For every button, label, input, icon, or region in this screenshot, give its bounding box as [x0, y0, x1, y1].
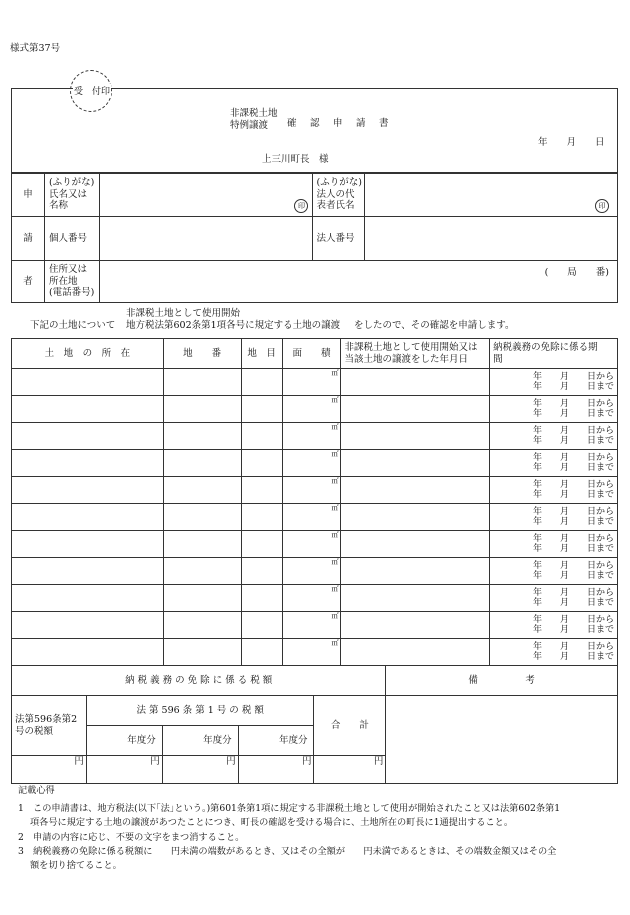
header-lot-number: 地 番 [163, 339, 241, 369]
period-to: 年 月 日まで [532, 382, 614, 392]
personal-number-field[interactable] [99, 217, 313, 261]
area-cell[interactable]: ㎡ [282, 477, 341, 504]
table-row [12, 504, 618, 531]
fiscal-year-3: 年度分 [238, 726, 314, 756]
lot-cell[interactable] [163, 639, 241, 666]
representative-field[interactable] [365, 173, 618, 217]
period-to: 年 月 日まで [532, 490, 614, 500]
category-cell[interactable] [241, 639, 282, 666]
category-cell[interactable] [241, 585, 282, 612]
date-cell[interactable] [341, 639, 490, 666]
category-cell[interactable] [241, 612, 282, 639]
title-options [230, 108, 278, 132]
period-to: 年 月 日まで [532, 652, 614, 662]
area-cell[interactable]: ㎡ [282, 423, 341, 450]
period-to: 年 月 日まで [532, 409, 614, 419]
period-from: 年 月 日から [532, 425, 614, 436]
date-field[interactable]: 年 月 日 [538, 137, 605, 148]
date-cell[interactable] [341, 477, 490, 504]
category-cell[interactable] [241, 531, 282, 558]
area-cell[interactable]: ㎡ [282, 450, 341, 477]
lot-cell[interactable] [163, 369, 241, 396]
period-to: 年 月 日まで [532, 571, 614, 581]
side-label-shin: 申 [12, 173, 45, 217]
category-cell[interactable] [241, 504, 282, 531]
table-row [12, 612, 618, 639]
lot-cell[interactable] [163, 531, 241, 558]
area-cell[interactable]: ㎡ [282, 504, 341, 531]
table-row [12, 450, 618, 477]
table-row [12, 558, 618, 585]
date-cell[interactable] [341, 369, 490, 396]
location-cell[interactable] [12, 396, 164, 423]
table-row [12, 477, 618, 504]
table-row [12, 639, 618, 666]
lot-cell[interactable] [163, 612, 241, 639]
lot-cell[interactable] [163, 477, 241, 504]
period-cell[interactable] [490, 639, 618, 666]
header-date: 非課税土地として使用開始又は 当該土地の譲渡をした年月日 [341, 339, 490, 369]
period-from: 年 月 日から [532, 560, 614, 571]
area-cell[interactable]: ㎡ [282, 396, 341, 423]
address-field[interactable] [99, 261, 617, 303]
name-label: (ふりがな) 氏名又は 名称 [44, 173, 99, 217]
land-table [11, 338, 618, 666]
category-cell[interactable] [241, 558, 282, 585]
note-1: 1 この申請書は、地方税法(以下｢法｣という。)第601条第1項に規定する非課税土地として使用が開始されたこと又は法第602条第1 項各号に規定する土地の譲渡があつたことにつき、町長の確認を受ける場合に、土地所在の町長に1通提出すること。 2 申請の内容に応じ、不要の文字をまつ消すること。 3 納税義務の免除に係る税額に 円未満の端数があるとき、又はその全額が 円未満であるときは、その端数金額又はその全 額を切り捨てること。 [18, 803, 561, 871]
document-title: 確 認 申 請 書 [287, 118, 391, 129]
remarks-field[interactable] [386, 696, 618, 784]
statement-prefix: 下記の土地について [30, 320, 116, 331]
fiscal-year-2: 年度分 [162, 726, 238, 756]
side-label-sha: 者 [12, 261, 45, 303]
table-row [12, 423, 618, 450]
header-period: 納税義務の免除に係る期 間 [490, 339, 618, 369]
period-cell[interactable] [490, 558, 618, 585]
area-cell[interactable]: ㎡ [282, 639, 341, 666]
statement-options [126, 308, 340, 332]
table-row [12, 585, 618, 612]
date-cell[interactable] [341, 450, 490, 477]
period-to: 年 月 日まで [532, 463, 614, 473]
period-to: 年 月 日まで [532, 517, 614, 527]
period-cell[interactable] [490, 585, 618, 612]
location-cell[interactable] [12, 612, 164, 639]
remarks-header: 備 考 [386, 666, 618, 696]
table-row [12, 396, 618, 423]
amount-total[interactable]: 円 [314, 756, 386, 784]
amount-year-2[interactable]: 円 [162, 756, 238, 784]
statement-option-1: 非課税土地として使用開始 [126, 308, 241, 319]
applicant-table [11, 172, 618, 303]
amount-year-3[interactable]: 円 [238, 756, 314, 784]
tax-header: 納 税 義 務 の 免 除 に 係 る 税 額 [12, 666, 386, 696]
period-to: 年 月 日まで [532, 598, 614, 608]
area-cell[interactable]: ㎡ [282, 369, 341, 396]
total-label: 合 計 [314, 696, 386, 756]
period-cell[interactable] [490, 423, 618, 450]
area-cell[interactable]: ㎡ [282, 585, 341, 612]
fiscal-year-1: 年度分 [86, 726, 162, 756]
period-cell[interactable] [490, 504, 618, 531]
seal-icon: 印 [294, 199, 308, 213]
statement-suffix: をしたので、その確認を申請します。 [354, 320, 515, 331]
amount-596-2[interactable]: 円 [12, 756, 87, 784]
category-cell[interactable] [241, 396, 282, 423]
location-cell[interactable] [12, 369, 164, 396]
area-cell[interactable]: ㎡ [282, 531, 341, 558]
lot-cell[interactable] [163, 558, 241, 585]
reception-stamp-label: 受 付印 [73, 84, 111, 97]
category-cell[interactable] [241, 477, 282, 504]
phone-hint: ( 局 番) [544, 267, 609, 278]
title-option-1: 非課税土地 [230, 108, 278, 119]
period-to: 年 月 日まで [532, 625, 614, 635]
lot-cell[interactable] [163, 585, 241, 612]
location-cell[interactable] [12, 639, 164, 666]
category-cell[interactable] [241, 423, 282, 450]
table-row [12, 369, 618, 396]
date-cell[interactable] [341, 558, 490, 585]
lot-cell[interactable] [163, 423, 241, 450]
period-cell[interactable] [490, 477, 618, 504]
corporate-number-label: 法人番号 [313, 217, 365, 261]
representative-label: (ふりがな) 法人の代 表者氏名 [313, 173, 365, 217]
header-location: 土 地 の 所 在 [12, 339, 164, 369]
location-cell[interactable] [12, 504, 164, 531]
lot-cell[interactable] [163, 504, 241, 531]
area-cell[interactable]: ㎡ [282, 558, 341, 585]
location-cell[interactable] [12, 450, 164, 477]
period-from: 年 月 日から [532, 506, 614, 517]
lot-cell[interactable] [163, 396, 241, 423]
location-cell[interactable] [12, 558, 164, 585]
address-label: 住所又は 所在地 (電話番号) [44, 261, 99, 303]
seal-icon: 印 [595, 199, 609, 213]
header-land-category: 地 目 [241, 339, 282, 369]
amount-year-1[interactable]: 円 [86, 756, 162, 784]
name-field[interactable] [99, 173, 313, 217]
period-cell[interactable] [490, 396, 618, 423]
title-option-2: 特例譲渡 [230, 119, 269, 131]
side-label-sei: 請 [12, 217, 45, 261]
area-cell[interactable]: ㎡ [282, 612, 341, 639]
lot-cell[interactable] [163, 450, 241, 477]
notes-title: 記載心得 [18, 785, 55, 796]
period-from: 年 月 日から [532, 371, 614, 382]
form-id: 様式第37号 [10, 43, 61, 54]
period-from: 年 月 日から [532, 479, 614, 490]
period-from: 年 月 日から [532, 533, 614, 544]
location-cell[interactable] [12, 531, 164, 558]
date-cell[interactable] [341, 612, 490, 639]
period-to: 年 月 日まで [532, 544, 614, 554]
location-cell[interactable] [12, 477, 164, 504]
period-cell[interactable] [490, 612, 618, 639]
date-cell[interactable] [341, 396, 490, 423]
statement-option-2: 地方税法第602条第1項各号に規定する土地の譲渡 [126, 319, 341, 331]
personal-number-label: 個人番号 [44, 217, 99, 261]
period-from: 年 月 日から [532, 452, 614, 463]
tax-table [11, 665, 618, 784]
period-cell[interactable] [490, 369, 618, 396]
period-from: 年 月 日から [532, 398, 614, 409]
article-596-1-label: 法 第 596 条 第 1 号 の 税 額 [86, 696, 314, 726]
article-596-2-label: 法第596条第2 号の税額 [12, 696, 87, 756]
period-from: 年 月 日から [532, 587, 614, 598]
period-from: 年 月 日から [532, 614, 614, 625]
period-cell[interactable] [490, 450, 618, 477]
date-cell[interactable] [341, 585, 490, 612]
date-cell[interactable] [341, 531, 490, 558]
table-row [12, 531, 618, 558]
category-cell[interactable] [241, 450, 282, 477]
period-to: 年 月 日まで [532, 436, 614, 446]
date-cell[interactable] [341, 423, 490, 450]
category-cell[interactable] [241, 369, 282, 396]
addressee: 上三川町長 様 [262, 154, 329, 165]
period-cell[interactable] [490, 531, 618, 558]
header-area: 面 積 [282, 339, 341, 369]
period-from: 年 月 日から [532, 641, 614, 652]
corporate-number-field[interactable] [365, 217, 618, 261]
date-cell[interactable] [341, 504, 490, 531]
location-cell[interactable] [12, 585, 164, 612]
location-cell[interactable] [12, 423, 164, 450]
